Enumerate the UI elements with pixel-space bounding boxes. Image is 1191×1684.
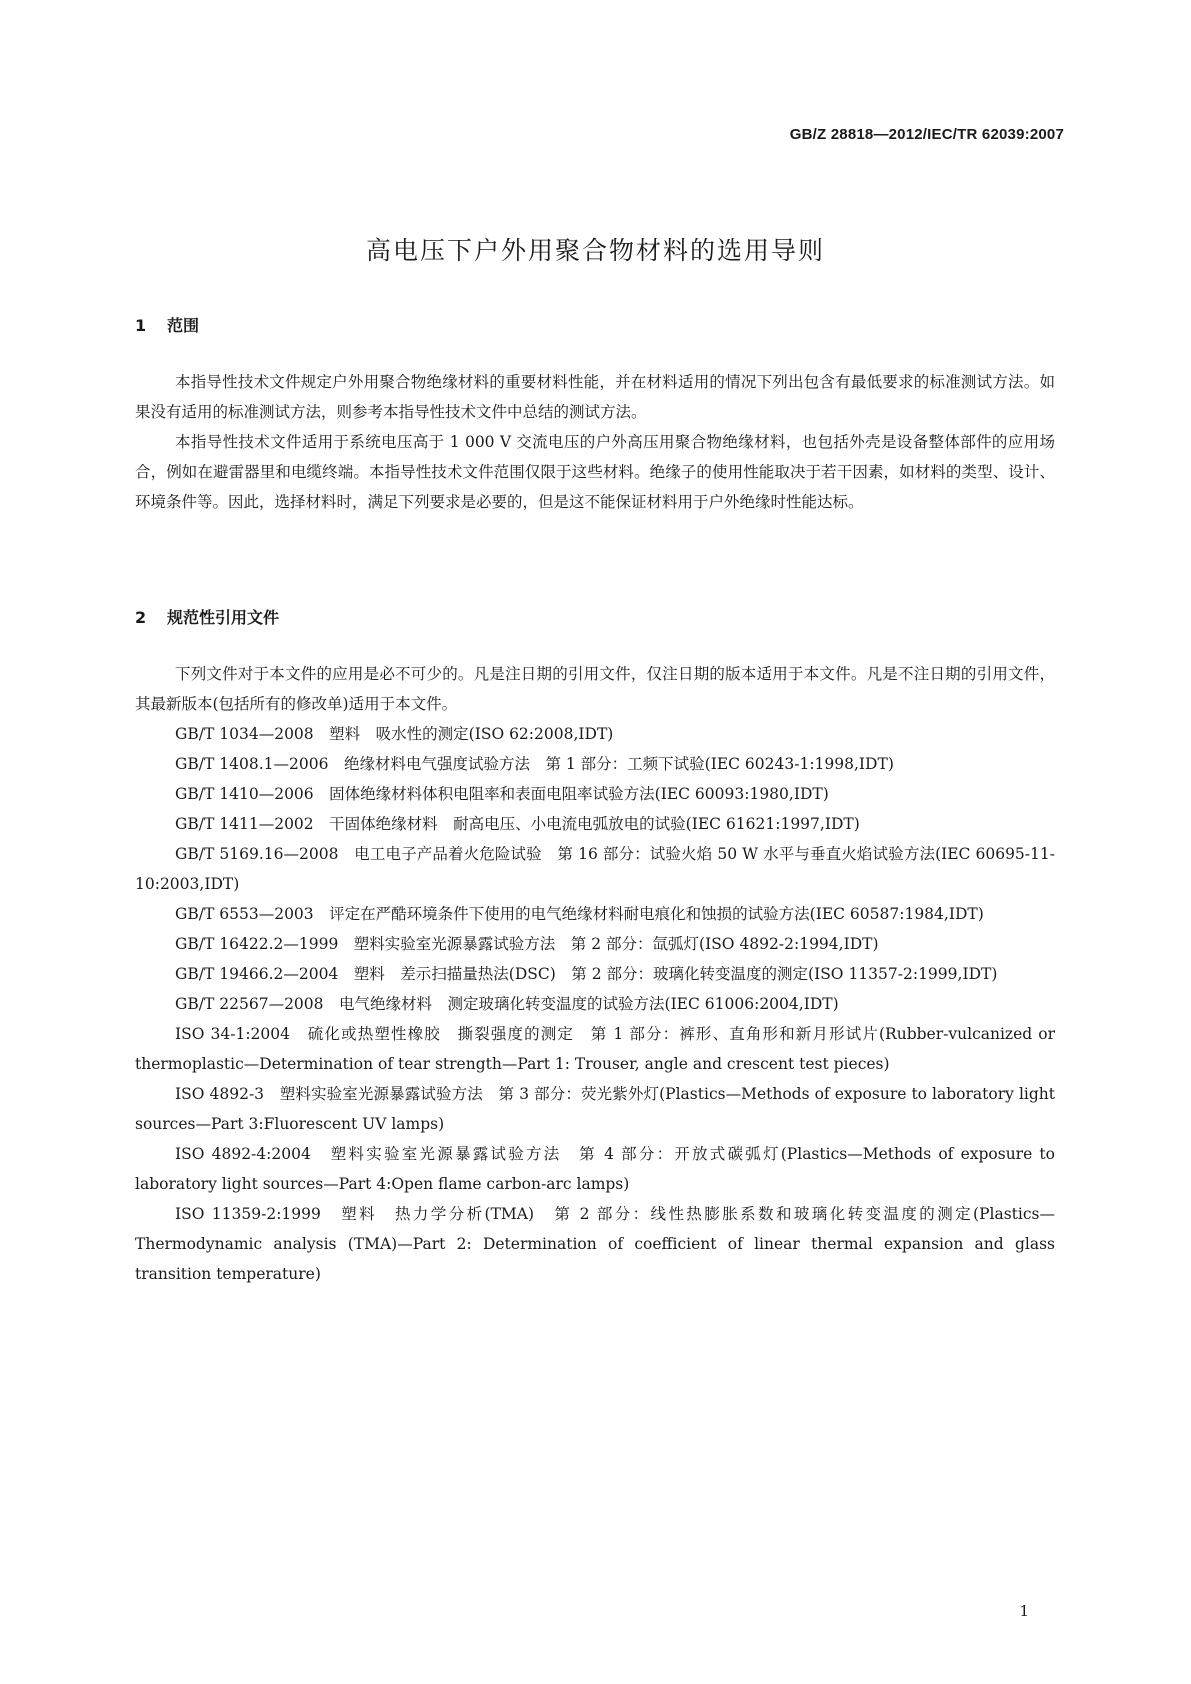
section-number: 2 <box>135 608 147 627</box>
scope-body <box>135 367 1055 517</box>
reference-item: GB/T 22567—2008 电气绝缘材料 测定玻璃化转变温度的试验方法(IEC 61006:2004,IDT) <box>175 995 839 1013</box>
intro-paragraph: 下列文件对于本文件的应用是必不可少的。凡是注日期的引用文件，仅注日期的版本适用于本文件。凡是不注日期的引用文件，其最新版本(包括所有的修改单)适用于本文件。 <box>135 665 1055 713</box>
normative-references-body <box>135 659 1055 1289</box>
reference-item: GB/T 1034—2008 塑料 吸水性的测定(ISO 62:2008,IDT) <box>175 725 614 743</box>
document-title: 高电压下户外用聚合物材料的选用导则 <box>365 236 825 265</box>
reference-item: ISO 4892-3 塑料实验室光源暴露试验方法 第 3 部分：荧光紫外灯(Plastics—Methods of exposure to laboratory light sources—Part 3:Fluorescent UV lamps) <box>135 1085 1055 1133</box>
reference-item: GB/T 1411—2002 干固体绝缘材料 耐高电压、小电流电弧放电的试验(IEC 61621:1997,IDT) <box>175 815 860 833</box>
paragraph: 本指导性技术文件适用于系统电压高于 1 000 V 交流电压的户外高压用聚合物绝缘材料，也包括外壳是设备整体部件的应用场合，例如在避雷器里和电缆终端。本指导性技术文件范围仅限于这些材料。绝缘子的使用性能取决于若干因素，如材料的类型、设计、环境条件等。因此，选择材料时，满足下列要求是必要的，但是这不能保证材料用于户外绝缘时性能达标。 <box>135 433 1055 511</box>
page-number: 1 <box>1019 1602 1029 1620</box>
section-heading-scope <box>135 313 199 336</box>
reference-item: GB/T 5169.16—2008 电工电子产品着火危险试验 第 16 部分：试验火焰 50 W 水平与垂直火焰试验方法(IEC 60695-11-10:2003,IDT) <box>135 845 1055 893</box>
reference-item: GB/T 19466.2—2004 塑料 差示扫描量热法(DSC) 第 2 部分：玻璃化转变温度的测定(ISO 11357-2:1999,IDT) <box>175 965 998 983</box>
reference-item: GB/T 6553—2003 评定在严酷环境条件下使用的电气绝缘材料耐电痕化和蚀损的试验方法(IEC 60587:1984,IDT) <box>175 905 984 923</box>
section-heading-normative-references <box>135 605 279 628</box>
section-number: 1 <box>135 316 147 335</box>
section-title: 规范性引用文件 <box>167 608 280 627</box>
reference-item: GB/T 1408.1—2006 绝缘材料电气强度试验方法 第 1 部分：工频下试验(IEC 60243-1:1998,IDT) <box>175 755 894 773</box>
reference-item: ISO 34-1:2004 硫化或热塑性橡胶 撕裂强度的测定 第 1 部分：裤形、直角形和新月形试片(Rubber-vulcanized or thermoplastic—Determination of tear strength—Part 1: Trouser, angle and crescent test pieces) <box>135 1025 1055 1073</box>
section-title: 范围 <box>167 316 200 335</box>
reference-item: GB/T 16422.2—1999 塑料实验室光源暴露试验方法 第 2 部分：氙弧灯(ISO 4892-2:1994,IDT) <box>175 935 879 953</box>
reference-item: ISO 11359-2:1999 塑料 热力学分析(TMA) 第 2 部分：线性热膨胀系数和玻璃化转变温度的测定(Plastics—Thermodynamic analysis (TMA)—Part 2: Determination of coefficient of linear thermal expansion and glass transition temperature) <box>135 1205 1055 1283</box>
standard-code: GB/Z 28818—2012/IEC/TR 62039:2007 <box>789 126 1064 143</box>
reference-item: ISO 4892-4:2004 塑料实验室光源暴露试验方法 第 4 部分：开放式碳弧灯(Plastics—Methods of exposure to laboratory light sources—Part 4:Open flame carbon-arc lamps) <box>135 1145 1055 1193</box>
paragraph: 本指导性技术文件规定户外用聚合物绝缘材料的重要材料性能，并在材料适用的情况下列出包含有最低要求的标准测试方法。如果没有适用的标准测试方法，则参考本指导性技术文件中总结的测试方法。 <box>135 373 1055 421</box>
reference-item: GB/T 1410—2006 固体绝缘材料体积电阻率和表面电阻率试验方法(IEC 60093:1980,IDT) <box>175 785 829 803</box>
